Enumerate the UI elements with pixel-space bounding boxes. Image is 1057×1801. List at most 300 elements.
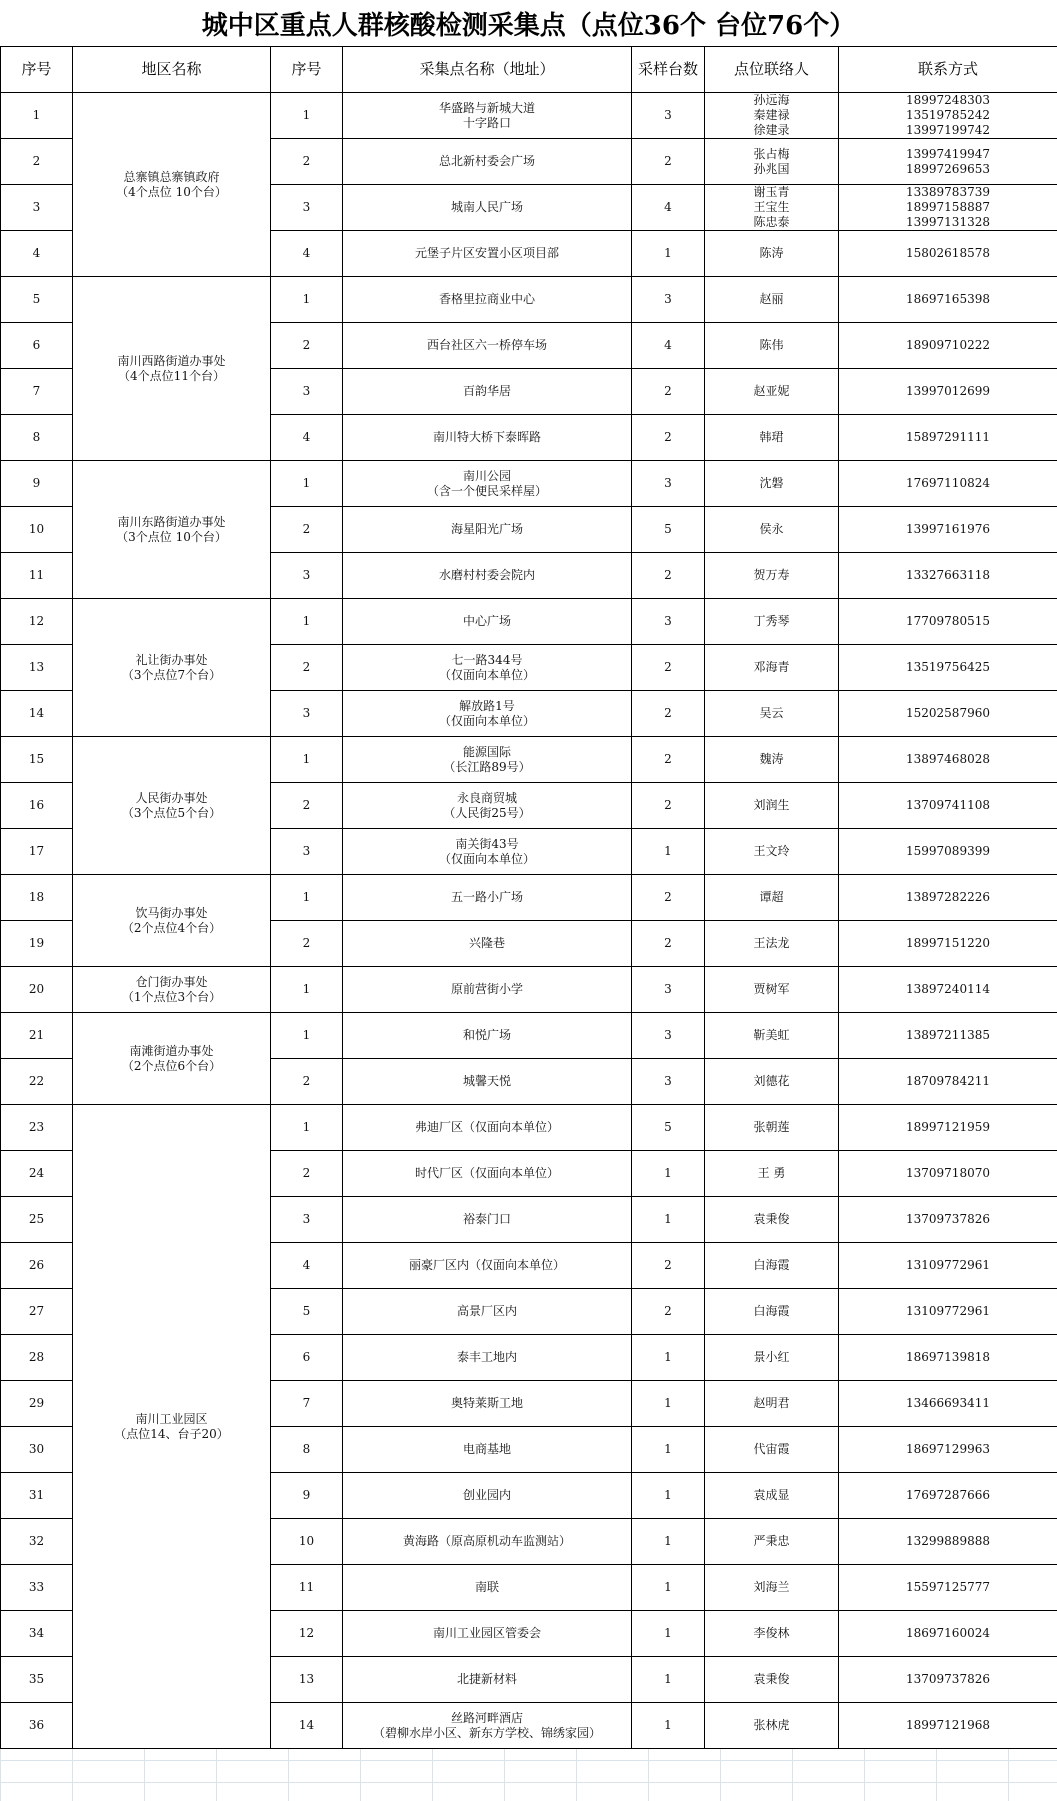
station-count-cell: 2 xyxy=(632,139,705,185)
region-name: 南滩街道办事处 xyxy=(129,1043,214,1058)
phone-number: 17697110824 xyxy=(906,476,990,490)
contact-person-name: 李俊林 xyxy=(753,1626,790,1640)
contact-person-name: 谢玉青 xyxy=(753,185,790,199)
row-seq-cell: 5 xyxy=(1,277,73,323)
region-name-cell xyxy=(73,967,271,1013)
site-address-cell xyxy=(343,967,632,1013)
contact-person-cell xyxy=(705,1657,839,1703)
station-count-cell: 2 xyxy=(632,875,705,921)
site-address-line: 元堡子片区安置小区项目部 xyxy=(414,246,559,260)
phone-number-cell xyxy=(839,875,1057,921)
row-seq-cell: 8 xyxy=(1,415,73,461)
contact-person-cell xyxy=(705,1335,839,1381)
region-name-cell xyxy=(73,599,271,737)
contact-person-cell xyxy=(705,1197,839,1243)
phone-number-cell xyxy=(839,553,1057,599)
phone-number: 13709741108 xyxy=(906,798,990,812)
phone-number: 13897468028 xyxy=(906,752,990,766)
contact-person-name: 赵亚妮 xyxy=(753,384,790,398)
station-count-cell: 1 xyxy=(632,231,705,277)
row-seq-cell: 12 xyxy=(1,599,73,645)
site-address-cell xyxy=(343,1197,632,1243)
table-row xyxy=(1,737,1057,783)
site-address-line: 奥特莱斯工地 xyxy=(450,1396,523,1410)
station-count-cell: 3 xyxy=(632,1059,705,1105)
station-count-cell: 3 xyxy=(632,93,705,139)
contact-person-cell xyxy=(705,369,839,415)
phone-number: 17697287666 xyxy=(906,1488,990,1502)
contact-person-cell xyxy=(705,875,839,921)
row-seq-cell: 9 xyxy=(1,461,73,507)
phone-number-cell xyxy=(839,921,1057,967)
phone-number: 18997121959 xyxy=(906,1120,990,1134)
contact-person-cell xyxy=(705,783,839,829)
row-sub-seq-cell: 2 xyxy=(271,139,343,185)
contact-person-cell xyxy=(705,553,839,599)
header-seq: 序号 xyxy=(1,47,73,93)
phone-number-cell xyxy=(839,1381,1057,1427)
phone-number: 13709737826 xyxy=(906,1212,990,1226)
phone-number-cell xyxy=(839,231,1057,277)
phone-number: 13709737826 xyxy=(906,1672,990,1686)
phone-number-cell xyxy=(839,415,1057,461)
station-count-cell: 2 xyxy=(632,783,705,829)
phone-number-cell xyxy=(839,1289,1057,1335)
station-count-cell: 2 xyxy=(632,1289,705,1335)
contact-person-cell xyxy=(705,1381,839,1427)
site-address-line: （长江路89号） xyxy=(443,759,531,774)
region-summary: （2个点位6个台） xyxy=(121,1058,222,1073)
table-row xyxy=(1,599,1057,645)
region-summary: （3个点位7个台） xyxy=(121,667,222,682)
site-address-cell xyxy=(343,1519,632,1565)
station-count-cell: 2 xyxy=(632,645,705,691)
phone-number-cell xyxy=(839,1611,1057,1657)
row-sub-seq-cell: 2 xyxy=(271,323,343,369)
phone-number: 13897240114 xyxy=(906,982,990,996)
phone-number-cell xyxy=(839,507,1057,553)
row-seq-cell: 11 xyxy=(1,553,73,599)
site-address-line: 五一路小广场 xyxy=(450,890,523,904)
row-sub-seq-cell: 6 xyxy=(271,1335,343,1381)
contact-person-cell xyxy=(705,1703,839,1749)
site-address-cell xyxy=(343,691,632,737)
row-sub-seq-cell: 1 xyxy=(271,1013,343,1059)
contact-person-name: 靳美虹 xyxy=(753,1028,790,1042)
site-address-line: 南关街43号 xyxy=(455,836,519,851)
site-address-line: 泰丰工地内 xyxy=(456,1350,517,1364)
region-summary: （2个点位4个台） xyxy=(121,920,222,935)
phone-number-cell xyxy=(839,967,1057,1013)
row-seq-cell: 28 xyxy=(1,1335,73,1381)
row-seq-cell: 1 xyxy=(1,93,73,139)
phone-number-cell xyxy=(839,599,1057,645)
site-address-line: 七一路344号 xyxy=(451,652,523,667)
contact-person-name: 赵明君 xyxy=(753,1396,790,1410)
phone-number: 13466693411 xyxy=(906,1396,990,1410)
contact-person-cell xyxy=(705,139,839,185)
station-count-cell: 2 xyxy=(632,553,705,599)
station-count-cell: 1 xyxy=(632,1151,705,1197)
contact-person-cell xyxy=(705,231,839,277)
row-seq-cell: 20 xyxy=(1,967,73,1013)
site-address-line: 城馨天悦 xyxy=(462,1074,511,1088)
phone-number: 18697129963 xyxy=(906,1442,990,1456)
site-address-cell xyxy=(343,737,632,783)
region-summary: （4个点位 10个台） xyxy=(116,184,227,199)
station-count-cell: 1 xyxy=(632,1197,705,1243)
page-title: 城中区重点人群核酸检测采集点（点位36个 台位76个） xyxy=(0,0,1057,47)
row-sub-seq-cell: 3 xyxy=(271,1197,343,1243)
row-sub-seq-cell: 8 xyxy=(271,1427,343,1473)
site-address-cell xyxy=(343,553,632,599)
contact-person-name: 韩珺 xyxy=(759,430,784,444)
header-region: 地区名称 xyxy=(73,47,271,93)
phone-number: 13109772961 xyxy=(906,1304,990,1318)
region-name: 南川工业园区 xyxy=(135,1411,208,1426)
row-sub-seq-cell: 2 xyxy=(271,783,343,829)
contact-person-cell xyxy=(705,1059,839,1105)
site-address-line: 弗迪厂区（仅面向本单位） xyxy=(414,1120,559,1134)
row-sub-seq-cell: 5 xyxy=(271,1289,343,1335)
row-sub-seq-cell: 3 xyxy=(271,553,343,599)
station-count-cell: 3 xyxy=(632,1013,705,1059)
contact-person-name: 景小红 xyxy=(753,1350,790,1364)
site-address-cell xyxy=(343,1013,632,1059)
phone-number: 18909710222 xyxy=(906,338,990,352)
row-sub-seq-cell: 2 xyxy=(271,1151,343,1197)
site-address-line: 香格里拉商业中心 xyxy=(438,292,535,306)
phone-number: 18997269653 xyxy=(906,161,990,176)
contact-person-name: 吴云 xyxy=(759,706,784,720)
phone-number-cell xyxy=(839,1703,1057,1749)
station-count-cell: 1 xyxy=(632,1703,705,1749)
phone-number: 13519785242 xyxy=(906,108,990,122)
contact-person-name: 丁秀琴 xyxy=(753,614,790,628)
site-address-cell xyxy=(343,1381,632,1427)
contact-person-name: 王法龙 xyxy=(753,936,790,950)
phone-number-cell xyxy=(839,783,1057,829)
site-address-cell xyxy=(343,369,632,415)
phone-number-cell xyxy=(839,1059,1057,1105)
contact-person-cell xyxy=(705,1427,839,1473)
site-address-line: （仅面向本单位） xyxy=(438,851,535,866)
row-seq-cell: 25 xyxy=(1,1197,73,1243)
region-name-cell xyxy=(73,875,271,967)
row-sub-seq-cell: 1 xyxy=(271,599,343,645)
region-name: 南川东路街道办事处 xyxy=(117,514,226,529)
station-count-cell: 2 xyxy=(632,921,705,967)
site-address-line: 华盛路与新城大道 xyxy=(438,100,535,115)
phone-number: 15997089399 xyxy=(906,844,990,858)
station-count-cell: 5 xyxy=(632,1105,705,1151)
contact-person-cell xyxy=(705,967,839,1013)
collection-points-table xyxy=(0,46,1057,1749)
table-body xyxy=(1,93,1057,1749)
site-address-line: 总北新村委会广场 xyxy=(438,154,535,168)
contact-person-name: 侯永 xyxy=(759,522,784,536)
contact-person-name: 刘德花 xyxy=(753,1074,790,1088)
row-sub-seq-cell: 14 xyxy=(271,1703,343,1749)
phone-number: 18997151220 xyxy=(906,936,990,950)
phone-number: 18697139818 xyxy=(906,1350,990,1364)
contact-person-name: 谭超 xyxy=(759,890,784,904)
contact-person-name: 邓海青 xyxy=(753,660,790,674)
contact-person-name: 贾树军 xyxy=(753,982,790,996)
site-address-line: 黄海路（原高原机动车监测站） xyxy=(402,1534,571,1548)
row-seq-cell: 2 xyxy=(1,139,73,185)
phone-number: 13897282226 xyxy=(906,890,990,904)
phone-number-cell xyxy=(839,93,1057,139)
phone-number: 17709780515 xyxy=(906,614,990,628)
row-sub-seq-cell: 2 xyxy=(271,645,343,691)
phone-number-cell xyxy=(839,1473,1057,1519)
site-address-cell xyxy=(343,1335,632,1381)
site-address-line: 南川特大桥下泰晖路 xyxy=(432,430,541,444)
contact-person-name: 白海霞 xyxy=(753,1258,790,1272)
site-address-cell xyxy=(343,415,632,461)
contact-person-cell xyxy=(705,415,839,461)
station-count-cell: 3 xyxy=(632,461,705,507)
phone-number: 15597125777 xyxy=(906,1580,990,1594)
phone-number-cell xyxy=(839,277,1057,323)
phone-number: 13709718070 xyxy=(906,1166,990,1180)
row-sub-seq-cell: 1 xyxy=(271,93,343,139)
row-seq-cell: 15 xyxy=(1,737,73,783)
row-sub-seq-cell: 1 xyxy=(271,277,343,323)
row-seq-cell: 27 xyxy=(1,1289,73,1335)
station-count-cell: 1 xyxy=(632,1611,705,1657)
phone-number: 18997248303 xyxy=(906,93,990,107)
region-name-cell xyxy=(73,93,271,277)
contact-person-cell xyxy=(705,323,839,369)
contact-person-cell xyxy=(705,737,839,783)
phone-number-cell xyxy=(839,139,1057,185)
row-sub-seq-cell: 3 xyxy=(271,185,343,231)
region-summary: （4个点位11个台） xyxy=(118,368,225,383)
row-sub-seq-cell: 2 xyxy=(271,921,343,967)
station-count-cell: 3 xyxy=(632,967,705,1013)
header-stations: 采样台数 xyxy=(632,47,705,93)
header-contact: 点位联络人 xyxy=(705,47,839,93)
row-sub-seq-cell: 1 xyxy=(271,1105,343,1151)
contact-person-cell xyxy=(705,1473,839,1519)
phone-number: 13997419947 xyxy=(906,146,990,161)
site-address-line: 高景厂区内 xyxy=(456,1304,517,1318)
site-address-line: （仅面向本单位） xyxy=(438,713,535,728)
row-seq-cell: 33 xyxy=(1,1565,73,1611)
contact-person-name: 袁成显 xyxy=(753,1488,790,1502)
phone-number: 18709784211 xyxy=(906,1074,990,1088)
row-seq-cell: 30 xyxy=(1,1427,73,1473)
phone-number: 18697160024 xyxy=(906,1626,990,1640)
header-site: 采集点名称（地址） xyxy=(343,47,632,93)
site-address-line: 南川公园 xyxy=(462,468,511,483)
site-address-cell xyxy=(343,277,632,323)
station-count-cell: 5 xyxy=(632,507,705,553)
table-row xyxy=(1,1105,1057,1151)
contact-person-cell xyxy=(705,1243,839,1289)
site-address-cell xyxy=(343,1611,632,1657)
site-address-cell xyxy=(343,599,632,645)
row-sub-seq-cell: 1 xyxy=(271,737,343,783)
row-seq-cell: 23 xyxy=(1,1105,73,1151)
phone-number-cell xyxy=(839,1151,1057,1197)
row-sub-seq-cell: 13 xyxy=(271,1657,343,1703)
region-name-cell xyxy=(73,1105,271,1749)
phone-number: 18997158887 xyxy=(906,200,990,214)
phone-number-cell xyxy=(839,1335,1057,1381)
contact-person-name: 袁秉俊 xyxy=(753,1212,790,1226)
contact-person-name: 王文玲 xyxy=(753,844,790,858)
row-sub-seq-cell: 10 xyxy=(271,1519,343,1565)
site-address-cell xyxy=(343,1105,632,1151)
station-count-cell: 2 xyxy=(632,415,705,461)
row-sub-seq-cell: 4 xyxy=(271,415,343,461)
site-address-line: 兴隆巷 xyxy=(468,936,505,950)
region-name: 总寨镇总寨镇政府 xyxy=(123,169,220,184)
contact-person-name: 张朝莲 xyxy=(753,1120,790,1134)
station-count-cell: 1 xyxy=(632,1381,705,1427)
row-seq-cell: 26 xyxy=(1,1243,73,1289)
phone-number-cell xyxy=(839,1197,1057,1243)
phone-number: 13997199742 xyxy=(906,123,990,137)
station-count-cell: 4 xyxy=(632,323,705,369)
site-address-cell xyxy=(343,507,632,553)
contact-person-name: 袁秉俊 xyxy=(753,1672,790,1686)
phone-number-cell xyxy=(839,323,1057,369)
phone-number-cell xyxy=(839,1657,1057,1703)
row-sub-seq-cell: 1 xyxy=(271,461,343,507)
contact-person-name: 徐建录 xyxy=(753,123,790,137)
region-summary: （点位14、台子20） xyxy=(114,1426,229,1441)
contact-person-cell xyxy=(705,599,839,645)
contact-person-name: 代宙霞 xyxy=(753,1442,790,1456)
contact-person-cell xyxy=(705,277,839,323)
site-address-line: 水磨村村委会院内 xyxy=(438,568,535,582)
header-phone: 联系方式 xyxy=(839,47,1057,93)
site-address-cell xyxy=(343,1151,632,1197)
phone-number: 13897211385 xyxy=(906,1028,990,1042)
header-sub-seq: 序号 xyxy=(271,47,343,93)
contact-person-name: 孙远海 xyxy=(753,93,790,107)
region-name-cell xyxy=(73,737,271,875)
contact-person-cell xyxy=(705,461,839,507)
phone-number-cell xyxy=(839,1427,1057,1473)
contact-person-cell xyxy=(705,1611,839,1657)
station-count-cell: 2 xyxy=(632,1243,705,1289)
site-address-line: 永良商贸城 xyxy=(456,790,517,805)
row-sub-seq-cell: 7 xyxy=(271,1381,343,1427)
contact-person-cell xyxy=(705,1519,839,1565)
station-count-cell: 4 xyxy=(632,185,705,231)
row-seq-cell: 13 xyxy=(1,645,73,691)
site-address-line: 西台社区六一桥停车场 xyxy=(426,338,547,352)
site-address-line: 中心广场 xyxy=(462,614,511,628)
table-row xyxy=(1,875,1057,921)
region-name: 仓门街办事处 xyxy=(135,974,208,989)
phone-number-cell xyxy=(839,1105,1057,1151)
contact-person-cell xyxy=(705,645,839,691)
station-count-cell: 3 xyxy=(632,277,705,323)
table-row xyxy=(1,93,1057,139)
site-address-cell xyxy=(343,461,632,507)
phone-number: 15202587960 xyxy=(906,706,990,720)
row-seq-cell: 7 xyxy=(1,369,73,415)
phone-number-cell xyxy=(839,461,1057,507)
row-seq-cell: 31 xyxy=(1,1473,73,1519)
contact-person-cell xyxy=(705,93,839,139)
contact-person-name: 沈磐 xyxy=(759,476,784,490)
row-sub-seq-cell: 4 xyxy=(271,1243,343,1289)
phone-number-cell xyxy=(839,691,1057,737)
site-address-cell xyxy=(343,231,632,277)
site-address-line: 城南人民广场 xyxy=(450,200,523,214)
region-name: 人民街办事处 xyxy=(135,790,208,805)
contact-person-name: 张占梅 xyxy=(753,146,790,161)
site-address-line: （仅面向本单位） xyxy=(438,667,535,682)
region-name-cell xyxy=(73,461,271,599)
row-sub-seq-cell: 3 xyxy=(271,691,343,737)
contact-person-name: 刘海兰 xyxy=(753,1580,790,1594)
site-address-cell xyxy=(343,1657,632,1703)
row-seq-cell: 14 xyxy=(1,691,73,737)
site-address-line: （含一个便民采样屋） xyxy=(426,483,547,498)
site-address-cell xyxy=(343,185,632,231)
site-address-cell xyxy=(343,829,632,875)
station-count-cell: 2 xyxy=(632,369,705,415)
station-count-cell: 3 xyxy=(632,599,705,645)
site-address-line: 南联 xyxy=(474,1580,499,1594)
station-count-cell: 2 xyxy=(632,737,705,783)
row-seq-cell: 32 xyxy=(1,1519,73,1565)
site-address-line: 海星阳光广场 xyxy=(450,522,523,536)
row-sub-seq-cell: 9 xyxy=(271,1473,343,1519)
site-address-line: 南川工业园区管委会 xyxy=(432,1626,541,1640)
site-address-line: 和悦广场 xyxy=(462,1028,511,1042)
site-address-cell xyxy=(343,1473,632,1519)
station-count-cell: 1 xyxy=(632,1335,705,1381)
station-count-cell: 2 xyxy=(632,691,705,737)
phone-number: 15802618578 xyxy=(906,246,990,260)
row-seq-cell: 3 xyxy=(1,185,73,231)
site-address-cell xyxy=(343,1289,632,1335)
contact-person-cell xyxy=(705,1151,839,1197)
station-count-cell: 1 xyxy=(632,1565,705,1611)
contact-person-cell xyxy=(705,1105,839,1151)
site-address-cell xyxy=(343,645,632,691)
contact-person-name: 贺万寿 xyxy=(753,568,790,582)
site-address-cell xyxy=(343,1427,632,1473)
contact-person-name: 孙兆国 xyxy=(753,161,790,176)
site-address-line: （人民街25号） xyxy=(443,805,531,820)
contact-person-cell xyxy=(705,1289,839,1335)
contact-person-cell xyxy=(705,691,839,737)
phone-number: 18997121968 xyxy=(906,1718,990,1732)
phone-number-cell xyxy=(839,829,1057,875)
contact-person-name: 陈忠泰 xyxy=(753,215,790,229)
region-summary: （1个点位3个台） xyxy=(121,989,222,1004)
row-seq-cell: 4 xyxy=(1,231,73,277)
phone-number-cell xyxy=(839,185,1057,231)
phone-number: 13327663118 xyxy=(906,568,990,582)
contact-person-cell xyxy=(705,185,839,231)
row-sub-seq-cell: 2 xyxy=(271,507,343,553)
site-address-cell xyxy=(343,1565,632,1611)
site-address-cell xyxy=(343,139,632,185)
site-address-cell xyxy=(343,323,632,369)
region-summary: （3个点位 10个台） xyxy=(116,529,227,544)
